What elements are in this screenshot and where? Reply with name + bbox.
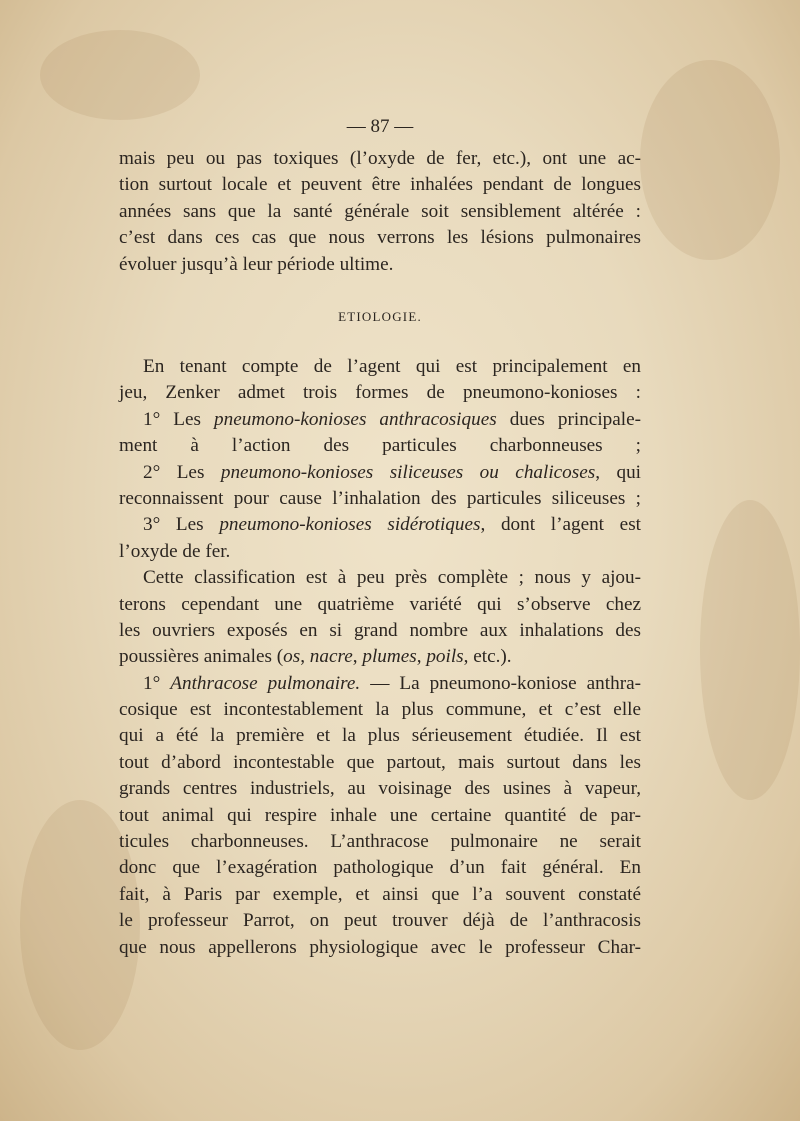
page-number: — 87 — <box>346 116 414 137</box>
text-line: les ouvriers exposés en si grand nombre aux inhalations des <box>119 619 641 641</box>
text-line: reconnaissent pour cause l’inhalation des particules siliceuses ; <box>119 487 641 509</box>
text-run: , <box>416 646 427 668</box>
text-run: , dont l’agent est <box>480 514 641 536</box>
text-line: donc que l’exagération pathologique d’un fait général. En <box>119 857 641 879</box>
text-line: ment à l’action des particules charbonneuses ; <box>119 435 641 457</box>
text-run: , etc.). <box>463 646 512 668</box>
body-text <box>119 354 641 961</box>
text-line: qui a été la première et la plus sérieusement étudiée. Il est <box>119 725 641 747</box>
text-line: mais peu ou pas toxiques (l’oxyde de fer, etc.), ont une ac- <box>119 148 641 169</box>
text-run: 3° Les <box>143 514 220 536</box>
text-line: tout d’abord incontestable que partout, mais surtout dans les <box>119 751 641 773</box>
text-run: — La pneumono-koniose anthra- <box>360 672 641 694</box>
text-line: En tenant compte de l’agent qui est principalement en <box>143 356 641 377</box>
text-run: poussières animales ( <box>119 646 284 668</box>
text-line: tout animal qui respire inhale une certaine quantité de par- <box>119 804 641 826</box>
text-run: , <box>300 646 310 668</box>
text-line: le professeur Parrot, on peut trouver déjà de l’anthracosis <box>119 910 641 932</box>
text-run: , <box>352 646 363 668</box>
italic-term: pneumono-konioses sidérotiques <box>219 514 481 536</box>
list-item-chalicosis <box>119 460 641 486</box>
italic-term: pneumono-konioses siliceuses ou chalicoses <box>220 461 596 483</box>
text-line: cosique est incontestablement la plus commune, et c’est elle <box>119 699 641 721</box>
text-run: 1° <box>143 672 171 694</box>
italic-term: plumes <box>362 646 417 668</box>
list-item-anthracosis <box>119 407 641 433</box>
text-line: Cette classification est à peu près complète ; nous y ajou- <box>143 567 641 589</box>
text-line: jeu, Zenker admet trois formes de pneumono-konioses : <box>119 382 641 404</box>
text-line: années sans que la santé générale soit sensiblement altérée : <box>119 200 641 222</box>
list-item-siderosis <box>119 512 641 538</box>
text-line: c’est dans ces cas que nous verrons les lésions pulmonaires <box>119 227 641 249</box>
text-line: l’oxyde de fer. <box>119 540 231 562</box>
text-line: terons cependant une quatrième variété qui s’observe chez <box>119 593 641 615</box>
text-line <box>119 644 641 670</box>
text-run: , qui <box>595 461 641 483</box>
section-heading: ETIOLOGIE. <box>338 309 422 324</box>
italic-term: nacre <box>309 646 353 668</box>
italic-term: os <box>283 646 301 668</box>
text-line: grands centres industriels, au voisinage des usines à vapeur, <box>119 778 641 800</box>
italic-term: pneumono-konioses anthracosiques <box>214 408 497 430</box>
text-line: ticules charbonneuses. L’anthracose pulmonaire ne serait <box>119 831 641 853</box>
text-line: que nous appellerons physiologique avec le professeur Char- <box>119 936 641 958</box>
paragraph-continuation <box>119 146 641 278</box>
italic-term: poils <box>426 646 464 668</box>
italic-term: Anthracose pulmonaire. <box>170 672 361 694</box>
text-run: dues principale- <box>496 408 641 430</box>
text-line: évoluer jusqu’à leur période ultime. <box>119 253 394 275</box>
subsection-anthracose <box>119 671 641 697</box>
text-line: tion surtout locale et peuvent être inhalées pendant de longues <box>119 174 641 196</box>
text-run: 2° Les <box>143 461 221 483</box>
text-line: fait, à Paris par exemple, et ainsi que l’a souvent constaté <box>119 883 641 905</box>
text-run: 1° Les <box>143 408 215 430</box>
